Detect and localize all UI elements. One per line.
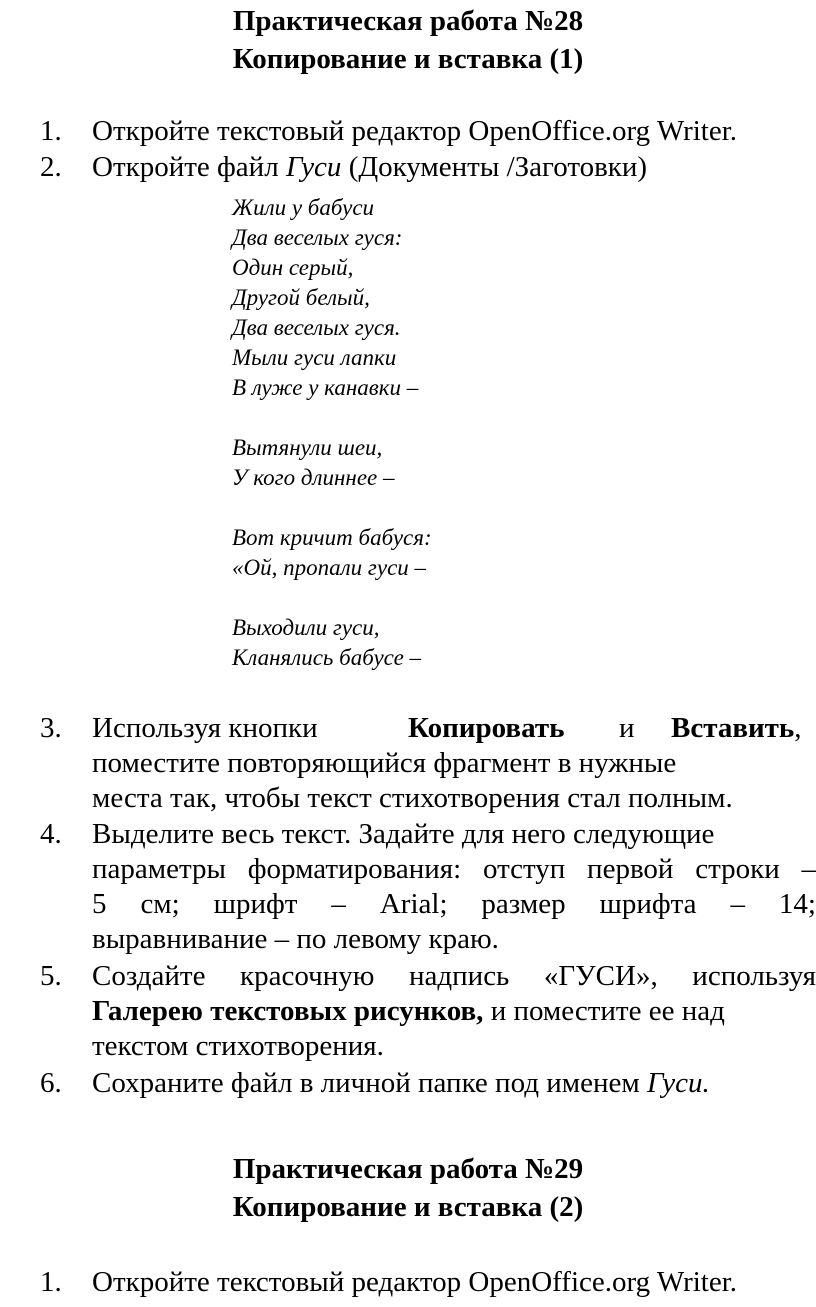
heading-2-subtitle: Копирование и вставка (2)	[232, 1191, 584, 1223]
poem-line: «Ой, пропали гуси –	[232, 555, 427, 580]
item-text: параметры форматирования: отступ первой строки –	[92, 853, 816, 885]
list-item	[40, 150, 816, 185]
item-number: 1.	[40, 115, 62, 147]
item-text: Откройте текстовый редактор OpenOffice.org Writer.	[92, 1266, 738, 1298]
poem-line: Два веселых гуся.	[232, 315, 401, 340]
item-number: 6.	[40, 1067, 62, 1099]
poem-line: Кланялись бабусе –	[232, 645, 422, 670]
list-item	[40, 1265, 816, 1300]
item-text: Галерею текстовых рисунков, и поместите ее над	[92, 995, 725, 1027]
poem-line: Мыли гуси лапки	[232, 345, 397, 370]
poem-line: Вытянули шеи,	[232, 435, 383, 460]
heading-1-subtitle: Копирование и вставка (1)	[232, 43, 584, 75]
item-text: места так, чтобы текст стихотворения стал полным.	[92, 782, 733, 814]
item-number: 3.	[40, 712, 62, 744]
item-number: 1.	[40, 1266, 62, 1298]
item-text: Выделите весь текст. Задайте для него следующие	[92, 818, 715, 850]
item-text: Создайте красочную надпись «ГУСИ», используя	[92, 960, 816, 992]
poem	[232, 193, 432, 673]
gallery-command: Галерею текстовых рисунков,	[92, 995, 484, 1027]
list-item	[40, 817, 816, 957]
list-item	[40, 1066, 816, 1101]
poem-line: Выходили гуси,	[232, 615, 380, 640]
heading-1-title: Практическая работа №28	[232, 5, 584, 37]
item-number: 2.	[40, 151, 62, 183]
paste-command: Вставить	[671, 712, 795, 744]
heading-2-title: Практическая работа №29	[232, 1153, 584, 1185]
item-text: текстом стихотворения.	[92, 1030, 384, 1062]
file-name: Гуси	[285, 151, 342, 183]
item-number: 5.	[40, 960, 62, 992]
poem-line: Два веселых гуся:	[232, 225, 403, 250]
poem-line: В луже у канавки –	[232, 375, 419, 400]
poem-line: Вот кричит бабуся:	[232, 525, 432, 550]
item-text: поместите повторяющийся фрагмент в нужные	[92, 747, 677, 779]
item-text: 5 см; шрифт – Arial; размер шрифта – 14;	[92, 888, 816, 920]
item-text: Сохраните файл в личной папке под именем Гуси.	[92, 1067, 710, 1099]
poem-line: Жили у бабуси	[232, 195, 375, 220]
list-item	[40, 114, 816, 149]
poem-line: Другой белый,	[232, 285, 370, 310]
list-item	[40, 711, 816, 816]
poem-line: У кого длиннее –	[232, 465, 395, 490]
poem-line: Один серый,	[232, 255, 354, 280]
item-number: 4.	[40, 818, 62, 850]
copy-command: Копировать	[408, 712, 565, 744]
item-text: Откройте текстовый редактор OpenOffice.org Writer.	[92, 115, 738, 147]
list-item	[40, 959, 816, 1064]
file-name: Гуси.	[646, 1067, 710, 1099]
item-text: Используя кнопки Копировать и Вставить,	[92, 712, 802, 744]
item-text: выравнивание – по левому краю.	[92, 923, 499, 955]
item-text: Откройте файл Гуси (Документы /Заготовки)	[92, 151, 648, 183]
